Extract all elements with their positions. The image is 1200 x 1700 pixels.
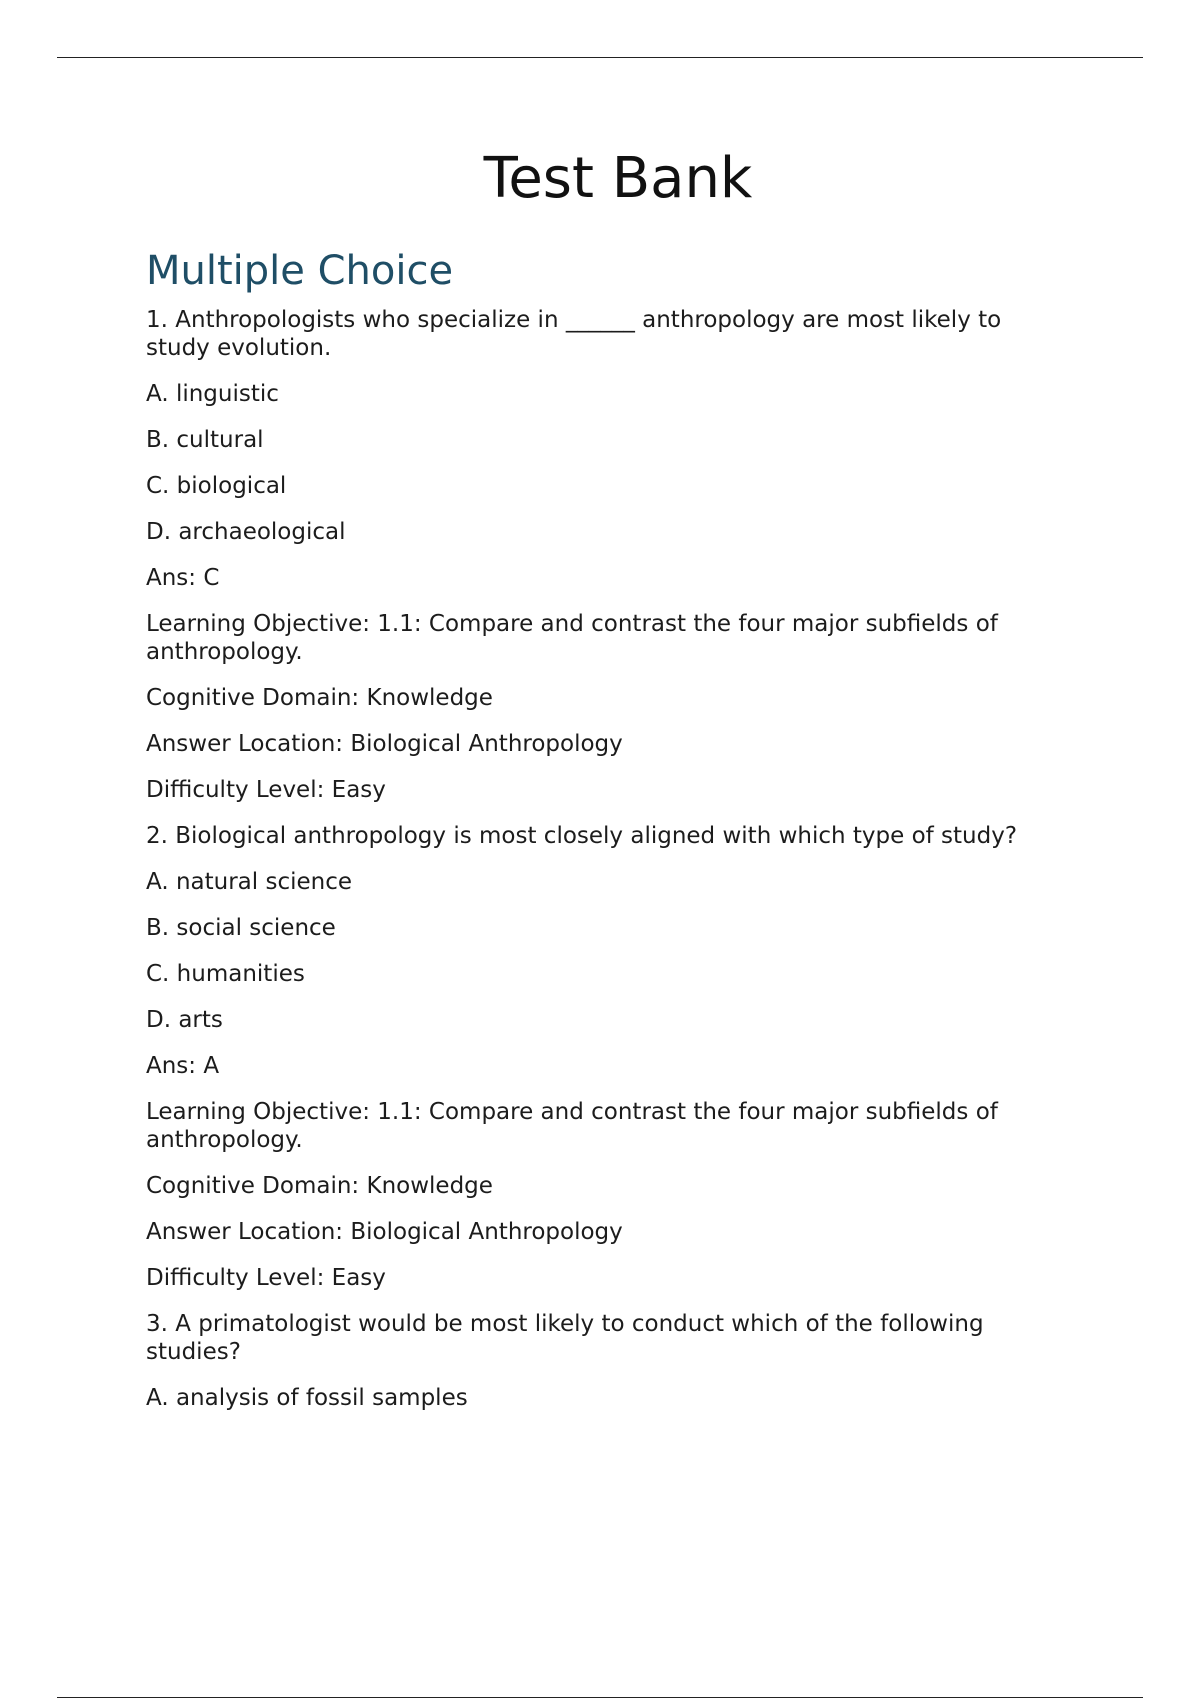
question-stem: 1. Anthropologists who specialize in ______ anthropology are most likely to study evolution. (146, 307, 1002, 361)
answer-option: B. social science (146, 915, 336, 941)
top-rule (57, 57, 1143, 58)
difficulty-level: Difficulty Level: Easy (146, 1265, 386, 1291)
learning-objective: Learning Objective: 1.1: Compare and contrast the four major subfields of anthropology. (146, 1099, 998, 1153)
answer-option: D. arts (146, 1007, 223, 1033)
question-stem: 2. Biological anthropology is most closely aligned with which type of study? (146, 823, 1018, 849)
cognitive-domain: Cognitive Domain: Knowledge (146, 1173, 493, 1199)
difficulty-level: Difficulty Level: Easy (146, 777, 386, 803)
answer-option: C. biological (146, 473, 287, 499)
section-heading: Multiple Choice (146, 248, 454, 294)
answer-key: Ans: A (146, 1053, 220, 1079)
answer-location: Answer Location: Biological Anthropology (146, 731, 623, 757)
answer-option: A. analysis of fossil samples (146, 1385, 468, 1411)
bottom-rule (57, 1697, 1143, 1698)
answer-option: C. humanities (146, 961, 305, 987)
document-body (146, 248, 1066, 1430)
cognitive-domain: Cognitive Domain: Knowledge (146, 685, 493, 711)
learning-objective: Learning Objective: 1.1: Compare and contrast the four major subfields of anthropology. (146, 611, 998, 665)
answer-location: Answer Location: Biological Anthropology (146, 1219, 623, 1245)
question-stem: 3. A primatologist would be most likely to conduct which of the following studies? (146, 1311, 984, 1365)
document-title: Test Bank (483, 146, 753, 211)
answer-option: B. cultural (146, 427, 264, 453)
answer-option: D. archaeological (146, 519, 346, 545)
answer-key: Ans: C (146, 565, 220, 591)
answer-option: A. linguistic (146, 381, 279, 407)
answer-option: A. natural science (146, 869, 353, 895)
